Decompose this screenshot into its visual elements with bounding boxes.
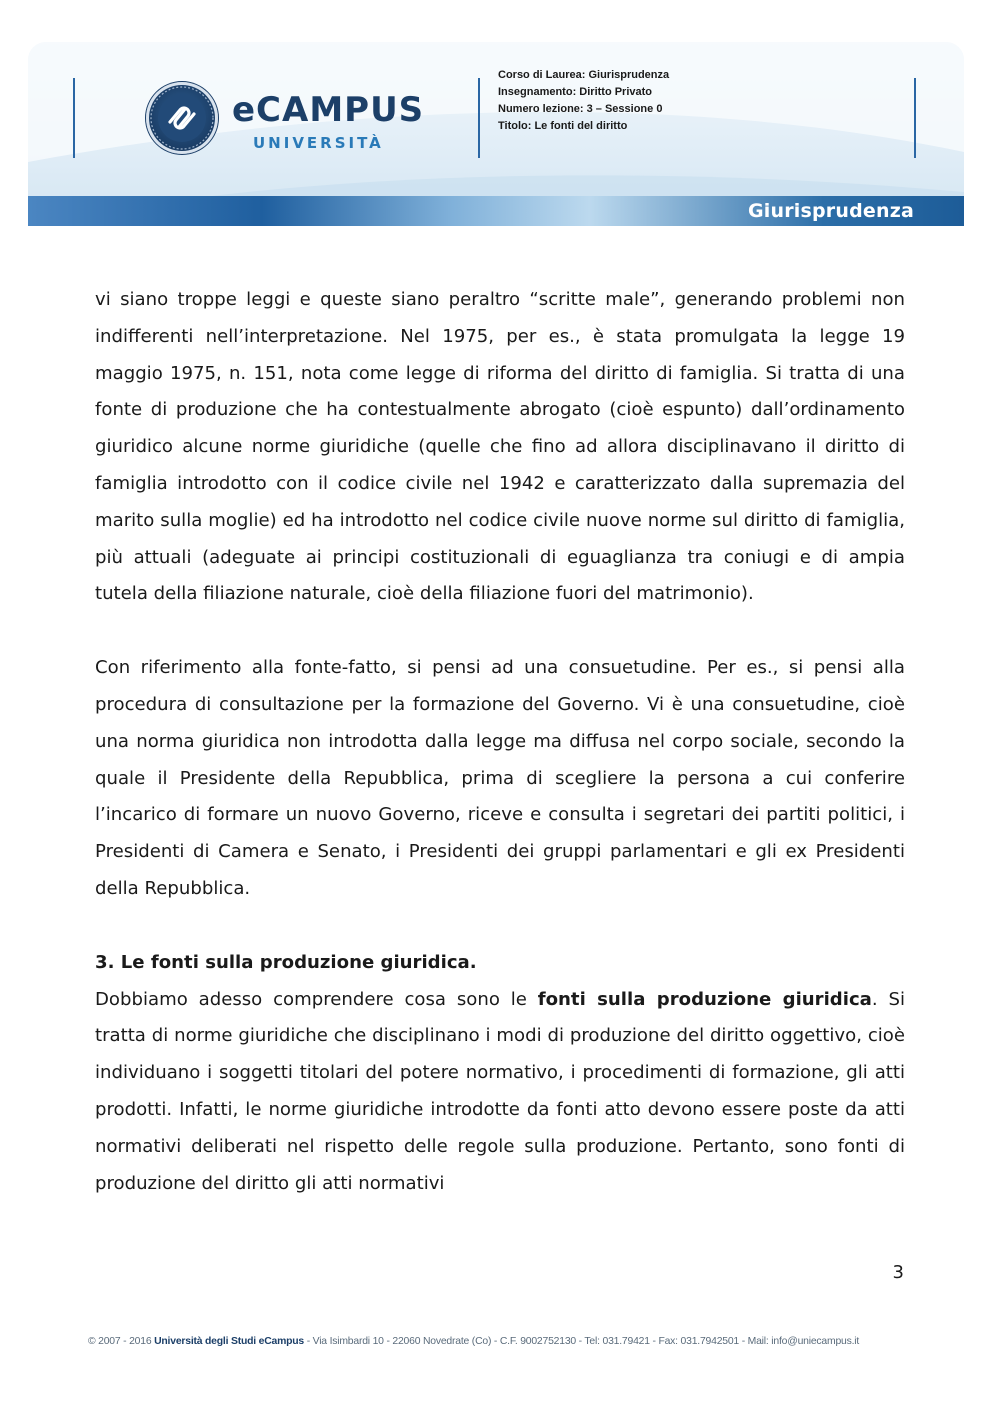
footer-details: - Via Isimbardi 10 - 22060 Novedrate (Co) - C.F. 9002752130 - Tel: 031.79421 - Fax: 031.7942501 - Mail: info@uniecampus.it: [304, 1336, 860, 1347]
section-heading: 3. Le fonti sulla produzione giuridica.: [95, 951, 477, 973]
body-paragraph: vi siano troppe leggi e queste siano peraltro “scritte male”, generando problemi non indifferenti nell’interpretazione. Nel 1975, per es., è stata promulgata la legge 19 maggio 1975, n. 151, nota come legge di riforma del diritto di famiglia. Si tratta di una fonte di produzione che ha contestualmente abrogato (cioè espunto) dall’ordinamento giuridico alcune norme giuridiche (quelle che fino ad allora disciplinavano il diritto di famiglia introdotto con il codice civile nel 1942 e caratterizzato dalla supremazia del marito sulla moglie) ed ha introdotto nel codice civile nuove norme sul diritto di famiglia, più attuali (adeguate ai principi costituzionali di eguaglianza tra coniugi e di ampia tutela della filiazione naturale, cioè della filiazione fuori del matrimonio).: [95, 289, 905, 605]
paragraph-text: . Si tratta di norme giuridiche che disciplinano i modi di produzione del diritto oggettivo, cioè individuano i soggetti titolari del potere normativo, i procedimenti di formazione, gli atti prodotti. Infatti, le norme giuridiche introdotte da fonti atto devono essere poste da atti normativi deliberati nel rispetto delle regole sulla produzione. Pertanto, sono fonti di produzione del diritto gli atti normativi: [95, 988, 906, 1194]
paragraph-text: Dobbiamo adesso comprendere cosa sono le: [95, 988, 538, 1010]
footer-university: Università degli Studi eCampus: [154, 1336, 305, 1347]
brand-name: eCAMPUS: [232, 90, 425, 130]
paragraph-spacer: [95, 613, 905, 650]
header-divider-middle: [478, 78, 480, 158]
ecampus-logo: [146, 82, 425, 162]
page-number: 3: [892, 1262, 904, 1283]
document-body: [95, 282, 905, 1202]
brand-subtitle: UNIVERSITÀ: [253, 134, 384, 152]
course-line: Numero lezione: 3 – Sessione 0: [498, 103, 663, 115]
page-footer: [88, 1336, 918, 1347]
course-line: Corso di Laurea: Giurisprudenza: [498, 69, 670, 81]
course-line: Insegnamento: Diritto Privato: [498, 86, 653, 98]
body-paragraph: Con riferimento alla fonte-fatto, si pensi ad una consuetudine. Per es., si pensi alla procedura di consultazione per la formazione del Governo. Vi è una consuetudine, cioè una norma giuridica non introdotta dalla legge ma diffusa nel corpo sociale, secondo la quale il Presidente della Repubblica, prima di scegliere la persona a cui conferire l’incarico di formare un nuovo Governo, riceve e consulta i segretari dei partiti politici, i Presidenti di Camera e Senato, i Presidenti dei gruppi parlamentari e gli ex Presidenti della Repubblica.: [95, 657, 905, 899]
header-divider-left: [73, 78, 75, 158]
emphasized-term: fonti sulla produzione giuridica: [537, 988, 872, 1010]
course-line: Titolo: Le fonti del diritto: [498, 120, 628, 132]
paragraph-spacer: [95, 908, 905, 945]
header-divider-right: [914, 78, 916, 158]
faculty-label: Giurisprudenza: [747, 200, 914, 222]
university-seal-icon: [146, 82, 218, 154]
footer-copyright: © 2007 - 2016: [88, 1336, 155, 1347]
body-paragraph: [95, 982, 905, 1203]
course-info: [498, 67, 669, 135]
